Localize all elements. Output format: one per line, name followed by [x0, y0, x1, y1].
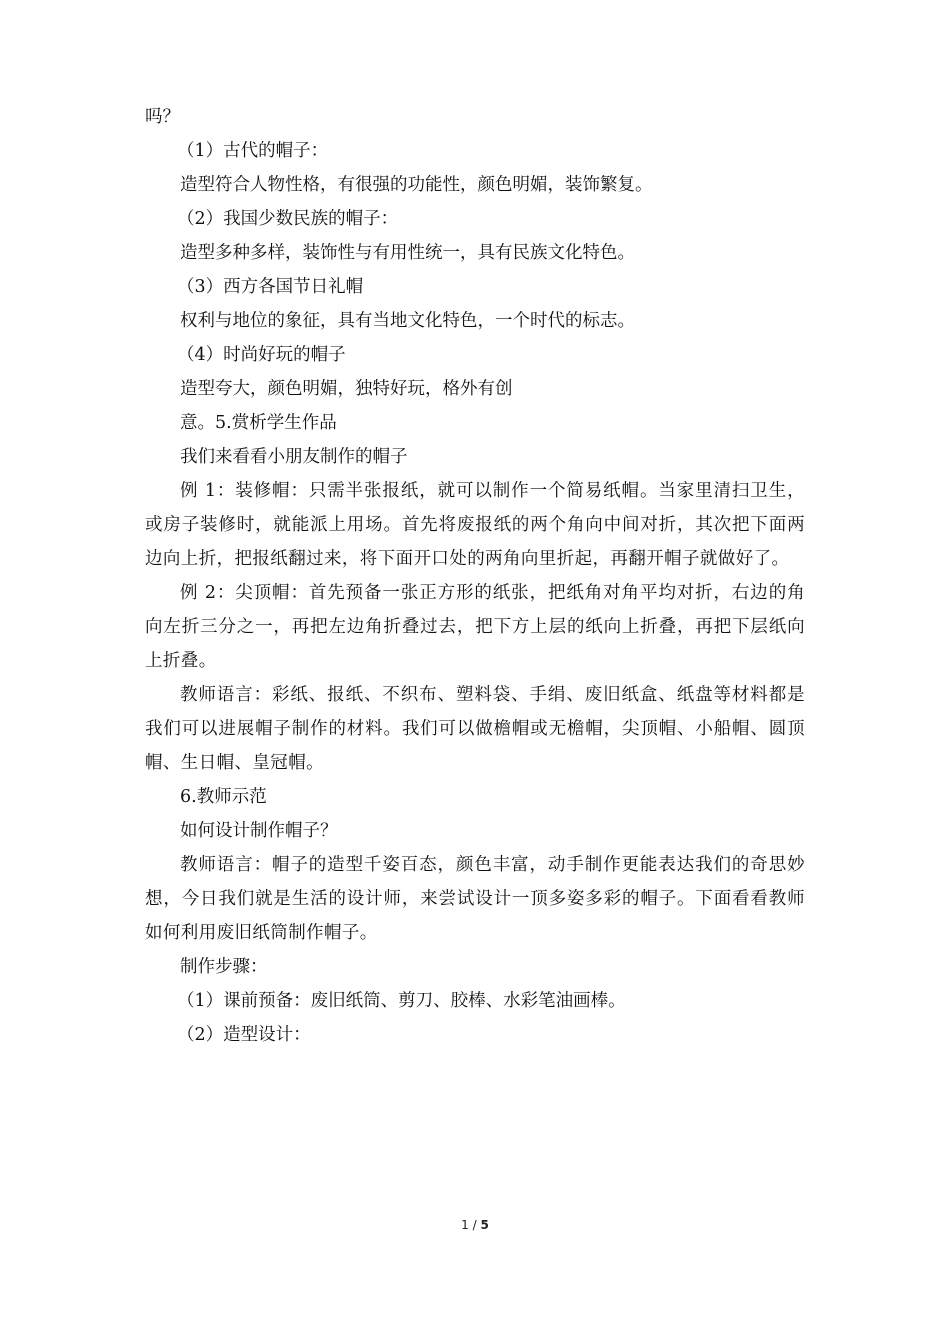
text-line: 制作步骤： [180, 957, 268, 977]
text-line: （2）我国少数民族的帽子： [177, 209, 399, 229]
current-page: 1 [461, 1218, 469, 1232]
text-line: 造型符合人物性格，有很强的功能性，颜色明媚，装饰繁复。 [180, 175, 653, 195]
text-line: 我们来看看小朋友制作的帽子 [180, 447, 408, 467]
text-line: （1）古代的帽子： [177, 141, 329, 161]
text-line: 意。5.赏析学生作品 [180, 413, 337, 433]
text-line: 造型夸大，颜色明媚，独特好玩，格外有创 [180, 379, 513, 399]
text-line: 吗？ [145, 107, 180, 127]
paragraph-teacher-demo: 教师语言：帽子的造型千姿百态，颜色丰富，动手制作更能表达我们的奇思妙想，今日我们就是生活的设计师，来尝试设计一顶多姿多彩的帽子。下面看看教师如何利用废旧纸筒制作帽子。 [145, 855, 805, 943]
text-line: 权利与地位的象征，具有当地文化特色，一个时代的标志。 [180, 311, 635, 331]
text-line: （1）课前预备：废旧纸筒、剪刀、胶棒、水彩笔油画棒。 [177, 991, 626, 1011]
total-pages: 5 [480, 1218, 489, 1232]
paragraph-teacher-language: 教师语言：彩纸、报纸、不织布、塑料袋、手绢、废旧纸盒、纸盘等材料都是我们可以进展帽子制作的材料。我们可以做檐帽或无檐帽，尖顶帽、小船帽、圆顶帽、生日帽、皇冠帽。 [145, 685, 805, 773]
text-line: （3）西方各国节日礼帽 [177, 277, 364, 297]
paragraph-example-2: 例 2：尖顶帽：首先预备一张正方形的纸张，把纸角对角平均对折，右边的角向左折三分之一，再把左边角折叠过去，把下方上层的纸向上折叠，再把下层纸向上折叠。 [145, 583, 805, 671]
paragraph-example-1: 例 1：装修帽：只需半张报纸，就可以制作一个简易纸帽。当家里清扫卫生，或房子装修时，就能派上用场。首先将废报纸的两个角向中间对折，其次把下面两边向上折，把报纸翻过来，将下面开口处的两角向里折起，再翻开帽子就做好了。 [145, 481, 805, 569]
page-separator: / [468, 1218, 481, 1232]
text-line: （4）时尚好玩的帽子 [177, 345, 346, 365]
section-heading: 6.教师示范 [180, 787, 267, 807]
page-number [0, 1218, 950, 1232]
document-body [145, 100, 805, 1052]
text-line: 造型多种多样，装饰性与有用性统一，具有民族文化特色。 [180, 243, 635, 263]
text-line: （2）造型设计： [177, 1025, 311, 1045]
text-line: 如何设计制作帽子？ [180, 821, 338, 841]
